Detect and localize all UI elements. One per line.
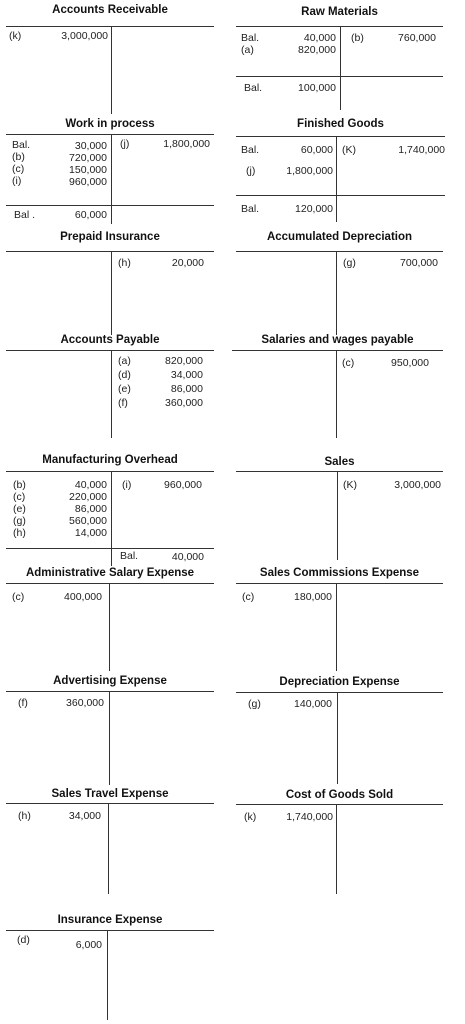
- credit-amount: 1,800,000: [163, 138, 210, 150]
- debit-amount: 1,740,000: [286, 811, 333, 823]
- credit-ref-label: (K): [342, 144, 356, 156]
- account-title: Prepaid Insurance: [60, 231, 160, 243]
- account-title: Accounts Payable: [60, 334, 160, 346]
- t-account-sales: [236, 456, 443, 560]
- balance-rule: [6, 548, 214, 549]
- debit-amount: 40,000: [74, 479, 107, 491]
- debit-amount: 400,000: [64, 591, 102, 603]
- account-title: Raw Materials: [301, 6, 378, 18]
- balance-label: Bal.: [241, 203, 260, 215]
- t-account-center-rule: [111, 134, 112, 224]
- balance-amount: 100,000: [298, 82, 336, 94]
- credit-ref-label: (b): [351, 32, 364, 44]
- t-account-top-rule: [236, 583, 443, 584]
- t-account-top-rule: [236, 804, 443, 805]
- t-account-center-rule: [111, 251, 112, 335]
- t-account-top-rule: [6, 26, 214, 27]
- debit-amount: 14,000: [74, 527, 107, 539]
- t-account-center-rule: [111, 26, 112, 114]
- t-account-top-rule: [6, 583, 214, 584]
- debit-amount: 140,000: [294, 698, 332, 710]
- t-account-accounts-receivable: [6, 4, 214, 114]
- debit-ref-label: (h): [18, 810, 31, 822]
- debit-amount: 150,000: [69, 164, 107, 176]
- debit-amount: 60,000: [300, 144, 333, 156]
- t-account-top-rule: [236, 251, 443, 252]
- account-title: Administrative Salary Expense: [25, 567, 195, 579]
- t-account-top-rule: [6, 251, 214, 252]
- debit-ref-label: (c): [12, 163, 25, 175]
- t-account-accounts-payable: [6, 334, 214, 438]
- debit-amount: 220,000: [69, 491, 107, 503]
- t-account-center-rule: [111, 471, 112, 566]
- debit-ref-label: Bal.: [241, 144, 260, 156]
- account-title: Manufacturing Overhead: [42, 454, 178, 466]
- credit-ref-label: (e): [118, 383, 131, 395]
- t-account-top-rule: [6, 471, 214, 472]
- credit-ref-label: (f): [118, 397, 128, 409]
- credit-ref-label: (i): [122, 479, 132, 491]
- debit-amount: 34,000: [68, 810, 101, 822]
- t-account-salaries-wages-payable: [232, 334, 443, 438]
- credit-amount: 20,000: [171, 257, 204, 269]
- t-account-center-rule: [336, 350, 337, 438]
- debit-amount: 960,000: [69, 176, 107, 188]
- t-account-top-rule: [6, 803, 214, 804]
- t-account-center-rule: [336, 804, 337, 894]
- credit-amount: 34,000: [170, 369, 203, 381]
- debit-ref-label: Bal.: [241, 32, 260, 44]
- t-account-work-in-process: [6, 118, 214, 226]
- debit-ref-label: (i): [12, 175, 22, 187]
- credit-ref-label: (a): [118, 355, 131, 367]
- credit-ref-label: (h): [118, 257, 131, 269]
- t-account-center-rule: [111, 350, 112, 438]
- t-account-top-rule: [6, 134, 214, 135]
- t-account-center-rule: [336, 251, 337, 335]
- t-account-center-rule: [337, 471, 338, 560]
- credit-amount: 950,000: [391, 357, 429, 369]
- t-account-administrative-salary-expense: [6, 567, 214, 671]
- credit-amount: 86,000: [170, 383, 203, 395]
- account-title: Cost of Goods Sold: [285, 789, 394, 801]
- credit-ref-label: (d): [118, 369, 131, 381]
- t-account-top-rule: [6, 350, 214, 351]
- debit-ref-label: (h): [13, 527, 26, 539]
- credit-amount: 820,000: [165, 355, 203, 367]
- t-account-center-rule: [107, 930, 108, 1020]
- debit-amount: 560,000: [69, 515, 107, 527]
- balance-rule: [236, 76, 443, 77]
- debit-ref-label: (b): [12, 151, 25, 163]
- debit-ref-label: (c): [242, 591, 255, 603]
- credit-amount: 1,740,000: [398, 144, 445, 156]
- debit-ref-label: (g): [13, 515, 26, 527]
- balance-label: Bal .: [14, 209, 36, 221]
- credit-ref-label: (j): [120, 138, 130, 150]
- credit-amount: 360,000: [165, 397, 203, 409]
- debit-ref-label: (k): [244, 811, 257, 823]
- t-account-finished-goods: [236, 118, 445, 222]
- t-account-sales-travel-expense: [6, 788, 214, 894]
- t-account-top-rule: [236, 471, 443, 472]
- debit-ref-label: (f): [18, 697, 28, 709]
- t-account-sales-commissions-expense: [236, 567, 443, 671]
- t-account-center-rule: [109, 583, 110, 671]
- debit-ref-label: (d): [17, 934, 30, 946]
- balance-rule: [6, 205, 214, 206]
- debit-amount: 1,800,000: [286, 165, 333, 177]
- debit-ref-label: (c): [12, 591, 25, 603]
- balance-label: Bal.: [244, 82, 263, 94]
- account-title: Sales Commissions Expense: [259, 567, 420, 579]
- debit-amount: 820,000: [298, 44, 336, 56]
- t-account-raw-materials: [236, 6, 443, 110]
- debit-ref-label: Bal.: [12, 139, 31, 151]
- balance-amount: 60,000: [74, 209, 107, 221]
- debit-ref-label: (j): [246, 165, 256, 177]
- debit-amount: 360,000: [66, 697, 104, 709]
- balance-amount: 120,000: [295, 203, 333, 215]
- debit-amount: 30,000: [74, 140, 107, 152]
- debit-amount: 180,000: [294, 591, 332, 603]
- t-account-top-rule: [6, 691, 214, 692]
- credit-amount: 3,000,000: [394, 479, 441, 491]
- debit-ref-label: (k): [9, 30, 22, 42]
- debit-amount: 86,000: [74, 503, 107, 515]
- debit-ref-label: (b): [13, 479, 26, 491]
- credit-amount: 700,000: [400, 257, 438, 269]
- balance-label: Bal.: [120, 550, 139, 562]
- t-account-cost-of-goods-sold: [236, 789, 443, 894]
- debit-ref-label: (g): [248, 698, 261, 710]
- account-title: Depreciation Expense: [279, 676, 400, 688]
- account-title: Insurance Expense: [57, 914, 163, 926]
- t-account-center-rule: [336, 583, 337, 671]
- t-account-insurance-expense: [6, 914, 214, 1020]
- account-title: Salaries and wages payable: [261, 334, 414, 346]
- t-account-top-rule: [236, 692, 443, 693]
- t-account-top-rule: [236, 136, 445, 137]
- t-account-advertising-expense: [6, 675, 214, 785]
- t-account-manufacturing-overhead: [6, 454, 214, 566]
- t-account-center-rule: [336, 136, 337, 222]
- t-account-top-rule: [6, 930, 214, 931]
- account-title: Accumulated Depreciation: [266, 231, 413, 243]
- t-account-center-rule: [108, 803, 109, 894]
- account-title: Sales Travel Expense: [51, 788, 169, 800]
- debit-amount: 720,000: [69, 152, 107, 164]
- balance-rule: [236, 195, 445, 196]
- t-account-center-rule: [109, 691, 110, 785]
- debit-ref-label: (c): [13, 491, 26, 503]
- t-account-center-rule: [337, 692, 338, 784]
- credit-ref-label: (K): [343, 479, 357, 491]
- t-account-prepaid-insurance: [6, 231, 214, 335]
- account-title: Work in process: [65, 118, 155, 130]
- credit-amount: 960,000: [164, 479, 202, 491]
- t-account-center-rule: [340, 26, 341, 110]
- debit-amount: 6,000: [75, 939, 102, 951]
- debit-amount: 3,000,000: [61, 30, 108, 42]
- debit-ref-label: (e): [13, 503, 26, 515]
- balance-amount: 40,000: [171, 551, 204, 563]
- account-title: Advertising Expense: [53, 675, 167, 687]
- t-account-accumulated-depreciation: [236, 231, 443, 335]
- account-title: Finished Goods: [297, 118, 384, 130]
- credit-ref-label: (c): [342, 357, 355, 369]
- t-account-depreciation-expense: [236, 676, 443, 784]
- t-account-top-rule: [232, 350, 443, 351]
- debit-ref-label: (a): [241, 44, 254, 56]
- account-title: Sales: [324, 456, 355, 468]
- credit-amount: 760,000: [398, 32, 436, 44]
- account-title: Accounts Receivable: [52, 4, 168, 16]
- credit-ref-label: (g): [343, 257, 356, 269]
- debit-amount: 40,000: [303, 32, 336, 44]
